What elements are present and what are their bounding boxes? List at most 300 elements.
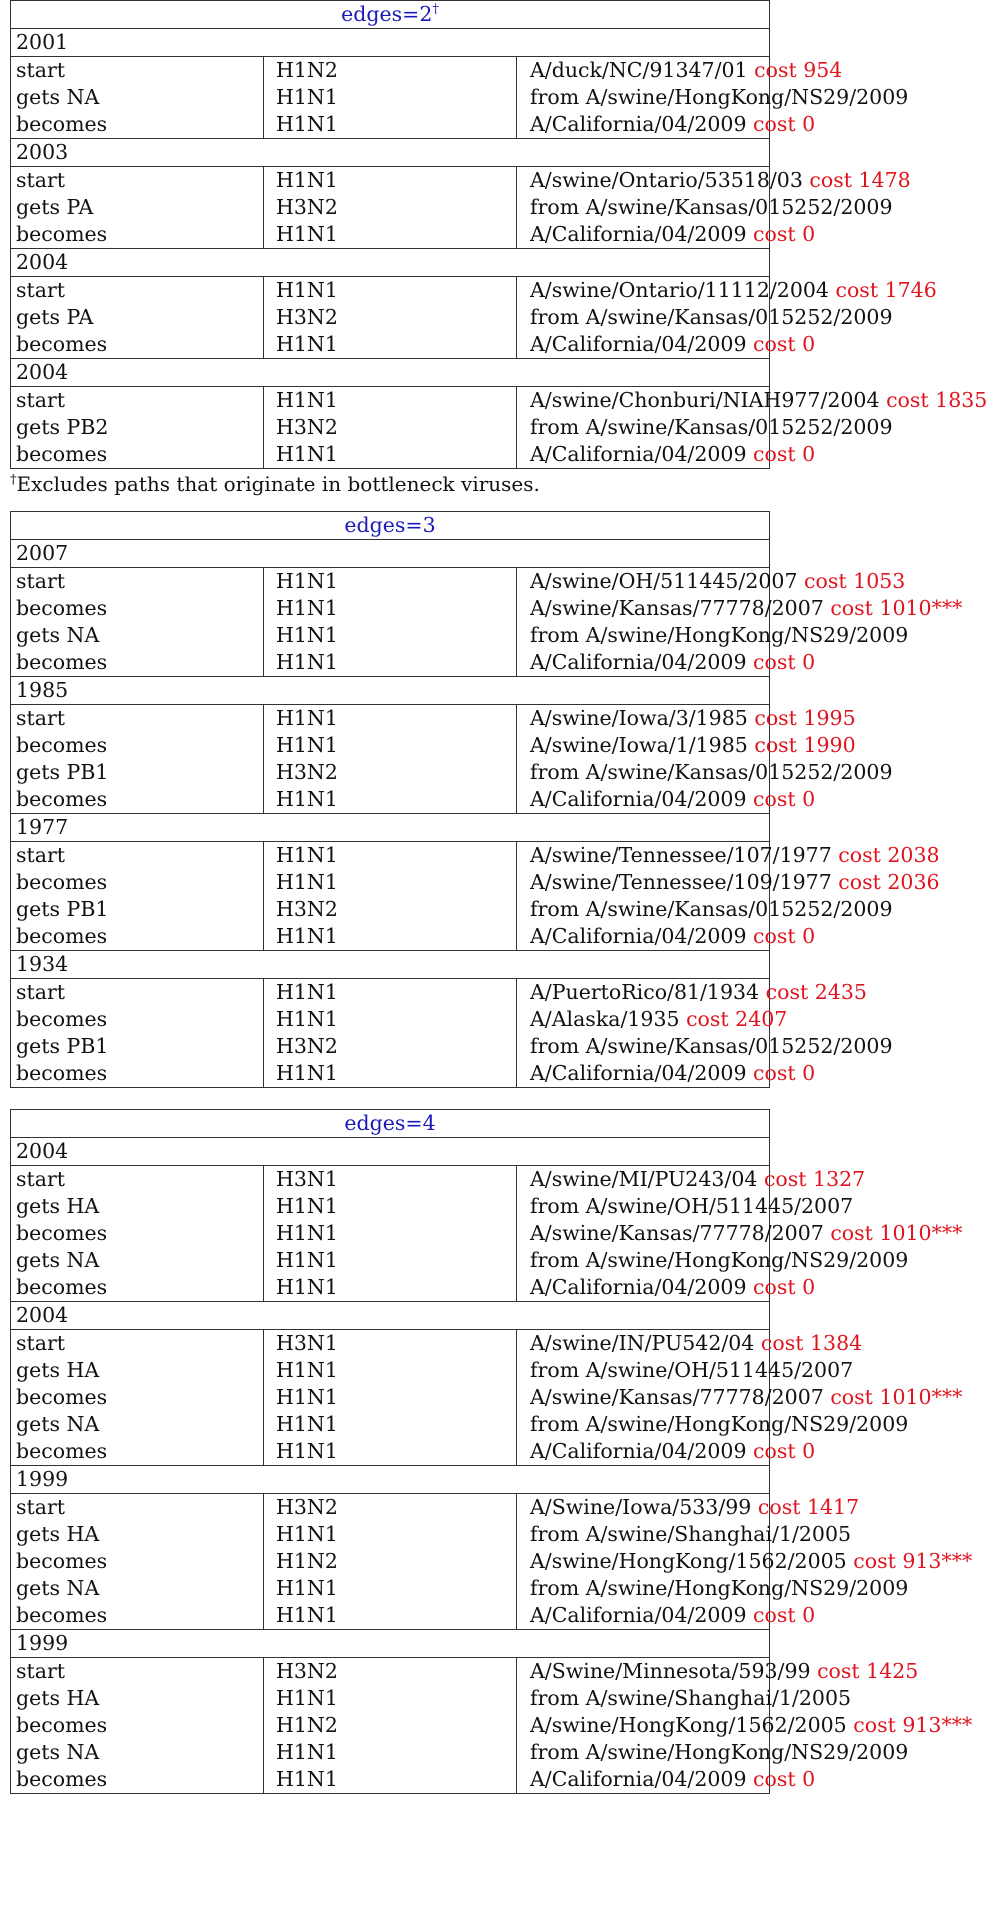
step-cell: becomes <box>11 441 264 469</box>
strain-cell <box>517 1494 860 1522</box>
table-row <box>11 1357 770 1384</box>
cost-value: cost 1990 <box>754 733 856 757</box>
strain-name: from A/swine/Kansas/015252/2009 <box>530 760 893 784</box>
step-cell: start <box>11 1494 264 1522</box>
strain-name: A/swine/Kansas/77778/2007 <box>530 596 824 620</box>
strain-name: A/Alaska/1935 <box>530 1007 680 1031</box>
strain-cell <box>517 1220 963 1247</box>
group-year: 2004 <box>11 1302 770 1330</box>
cost-value: cost 1053 <box>804 569 906 593</box>
strain-name: from A/swine/HongKong/NS29/2009 <box>530 1412 909 1436</box>
group-year: 2004 <box>11 359 770 387</box>
strain-cell <box>517 759 893 786</box>
subtype-cell: H1N1 <box>264 84 517 111</box>
step-cell: becomes <box>11 869 264 896</box>
subtype-cell: H1N2 <box>264 1548 517 1575</box>
step-cell: becomes <box>11 1274 264 1302</box>
table-row <box>11 649 770 677</box>
step-cell: gets PB1 <box>11 896 264 923</box>
step-cell: start <box>11 979 264 1007</box>
strain-cell <box>517 1712 973 1739</box>
strain-name: from A/swine/OH/511445/2007 <box>530 1194 854 1218</box>
step-cell: gets HA <box>11 1193 264 1220</box>
subtype-cell: H1N1 <box>264 1006 517 1033</box>
step-cell: gets NA <box>11 1411 264 1438</box>
strain-name: from A/swine/HongKong/NS29/2009 <box>530 1576 909 1600</box>
strain-cell <box>517 1193 854 1220</box>
cost-value: cost 0 <box>753 222 816 246</box>
strain-cell <box>517 595 963 622</box>
subtype-cell: H1N1 <box>264 869 517 896</box>
table-row <box>11 1438 770 1466</box>
step-cell: gets PA <box>11 304 264 331</box>
table-row <box>11 1521 770 1548</box>
strain-name: A/swine/HongKong/1562/2005 <box>530 1549 847 1573</box>
strain-name: A/swine/Kansas/77778/2007 <box>530 1221 824 1245</box>
group-year: 1999 <box>11 1466 770 1494</box>
subtype-cell: H1N1 <box>264 1193 517 1220</box>
cost-value: cost 954 <box>754 58 843 82</box>
table-row <box>11 414 770 441</box>
step-cell: becomes <box>11 221 264 249</box>
step-cell: becomes <box>11 595 264 622</box>
table-row <box>11 1384 770 1411</box>
strain-name: from A/swine/Kansas/015252/2009 <box>530 415 893 439</box>
strain-cell <box>517 111 816 139</box>
table-row <box>11 1602 770 1630</box>
table-title <box>11 1 770 29</box>
table-row <box>11 84 770 111</box>
subtype-cell: H3N2 <box>264 414 517 441</box>
step-cell: start <box>11 1658 264 1686</box>
subtype-cell: H3N2 <box>264 1033 517 1060</box>
strain-name: A/California/04/2009 <box>530 442 747 466</box>
table-row <box>11 1712 770 1739</box>
strain-name: A/swine/Kansas/77778/2007 <box>530 1385 824 1409</box>
strain-name: A/California/04/2009 <box>530 1275 747 1299</box>
strain-cell <box>517 1411 909 1438</box>
strain-cell <box>517 167 911 195</box>
strain-cell <box>517 896 893 923</box>
strain-cell <box>517 84 909 111</box>
step-cell: becomes <box>11 649 264 677</box>
subtype-cell: H3N1 <box>264 1166 517 1194</box>
table-row <box>11 732 770 759</box>
strain-name: A/swine/Iowa/3/1985 <box>530 706 748 730</box>
strain-name: A/swine/OH/511445/2007 <box>530 569 798 593</box>
subtype-cell: H3N1 <box>264 1330 517 1358</box>
subtype-cell: H1N1 <box>264 622 517 649</box>
step-cell: gets NA <box>11 622 264 649</box>
strain-cell <box>517 1033 893 1060</box>
strain-name: from A/swine/Kansas/015252/2009 <box>530 305 893 329</box>
cost-value: cost 2407 <box>686 1007 788 1031</box>
step-cell: start <box>11 842 264 870</box>
strain-cell <box>517 221 816 249</box>
year-row <box>11 29 770 57</box>
subtype-cell: H3N2 <box>264 759 517 786</box>
strain-name: from A/swine/Shanghai/1/2005 <box>530 1686 852 1710</box>
table-row <box>11 1060 770 1088</box>
table-row <box>11 304 770 331</box>
subtype-cell: H1N1 <box>264 167 517 195</box>
strain-cell <box>517 414 893 441</box>
cost-value: cost 1010*** <box>830 1221 963 1245</box>
document <box>10 0 987 1794</box>
step-cell: gets NA <box>11 1575 264 1602</box>
table-row <box>11 111 770 139</box>
subtype-cell: H1N1 <box>264 568 517 596</box>
cost-value: cost 1327 <box>763 1167 866 1191</box>
strain-name: A/swine/Iowa/1/1985 <box>530 733 748 757</box>
table-row <box>11 167 770 195</box>
strain-name: from A/swine/HongKong/NS29/2009 <box>530 85 909 109</box>
strain-name: A/California/04/2009 <box>530 650 747 674</box>
cost-value: cost 1384 <box>760 1331 863 1355</box>
step-cell: gets PA <box>11 194 264 221</box>
table-title-text: edges=4 <box>344 1111 436 1135</box>
strain-name: A/California/04/2009 <box>530 787 747 811</box>
step-cell: start <box>11 277 264 305</box>
strain-name: A/California/04/2009 <box>530 332 747 356</box>
table-row <box>11 221 770 249</box>
strain-name: from A/swine/HongKong/NS29/2009 <box>530 1740 909 1764</box>
cost-value: cost 0 <box>753 1603 816 1627</box>
strain-cell <box>517 568 906 596</box>
strain-cell <box>517 1060 816 1088</box>
subtype-cell: H1N1 <box>264 1247 517 1274</box>
table-row <box>11 786 770 814</box>
strain-cell <box>517 1548 973 1575</box>
strain-name: A/PuertoRico/81/1934 <box>530 980 760 1004</box>
subtype-cell: H1N1 <box>264 331 517 359</box>
subtype-cell: H1N1 <box>264 1220 517 1247</box>
strain-cell <box>517 194 893 221</box>
step-cell: becomes <box>11 1060 264 1088</box>
strain-name: from A/swine/Kansas/015252/2009 <box>530 195 893 219</box>
step-cell: becomes <box>11 786 264 814</box>
cost-value: cost 0 <box>753 1061 816 1085</box>
step-cell: start <box>11 57 264 85</box>
strain-name: A/Swine/Iowa/533/99 <box>530 1495 752 1519</box>
step-cell: gets HA <box>11 1357 264 1384</box>
subtype-cell: H3N2 <box>264 1658 517 1686</box>
step-cell: gets PB1 <box>11 759 264 786</box>
strain-cell <box>517 57 843 85</box>
strain-name: A/swine/Tennessee/109/1977 <box>530 870 832 894</box>
cost-value: cost 0 <box>753 332 816 356</box>
subtype-cell: H1N1 <box>264 923 517 951</box>
step-cell: becomes <box>11 1602 264 1630</box>
strain-name: from A/swine/HongKong/NS29/2009 <box>530 1248 909 1272</box>
cost-value: cost 0 <box>753 112 816 136</box>
strain-cell <box>517 331 816 359</box>
footnote <box>10 471 770 503</box>
table-row <box>11 1033 770 1060</box>
subtype-cell: H3N2 <box>264 194 517 221</box>
step-cell: gets NA <box>11 1247 264 1274</box>
subtype-cell: H1N2 <box>264 57 517 85</box>
cost-value: cost 1010*** <box>830 596 963 620</box>
strain-name: A/swine/Ontario/11112/2004 <box>530 278 829 302</box>
table-row <box>11 331 770 359</box>
step-cell: becomes <box>11 1006 264 1033</box>
group-year: 2003 <box>11 139 770 167</box>
table-row <box>11 1494 770 1522</box>
subtype-cell: H1N1 <box>264 277 517 305</box>
strain-cell <box>517 869 940 896</box>
strain-name: from A/swine/OH/511445/2007 <box>530 1358 854 1382</box>
strain-name: A/swine/Chonburi/NIAH977/2004 <box>530 388 880 412</box>
step-cell: gets NA <box>11 84 264 111</box>
table-row <box>11 759 770 786</box>
strain-cell <box>517 1766 816 1794</box>
subtype-cell: H1N1 <box>264 842 517 870</box>
subtype-cell: H1N2 <box>264 1712 517 1739</box>
step-cell: becomes <box>11 732 264 759</box>
subtype-cell: H1N1 <box>264 1384 517 1411</box>
group-year: 1977 <box>11 814 770 842</box>
strain-cell <box>517 1438 816 1466</box>
path-table <box>10 511 963 1088</box>
table-row <box>11 441 770 469</box>
table-title-text: edges=2 <box>341 2 433 26</box>
strain-cell <box>517 277 937 305</box>
cost-value: cost 1425 <box>817 1659 919 1683</box>
path-table <box>10 0 987 469</box>
table-row <box>11 923 770 951</box>
subtype-cell: H1N1 <box>264 111 517 139</box>
step-cell: becomes <box>11 331 264 359</box>
strain-cell <box>517 1685 852 1712</box>
table-row <box>11 622 770 649</box>
cost-value: cost 2036 <box>838 870 940 894</box>
year-row <box>11 814 770 842</box>
cost-value: cost 0 <box>753 1767 816 1791</box>
subtype-cell: H1N1 <box>264 705 517 733</box>
strain-cell <box>517 1658 919 1686</box>
strain-name: A/swine/HongKong/1562/2005 <box>530 1713 847 1737</box>
strain-cell <box>517 1602 816 1630</box>
table-row <box>11 1166 770 1194</box>
step-cell: becomes <box>11 1384 264 1411</box>
year-row <box>11 1138 770 1166</box>
group-year: 2004 <box>11 249 770 277</box>
dagger-mark: † <box>432 2 439 18</box>
step-cell: start <box>11 568 264 596</box>
table-row <box>11 979 770 1007</box>
group-year: 1934 <box>11 951 770 979</box>
strain-cell <box>517 622 909 649</box>
subtype-cell: H1N1 <box>264 1575 517 1602</box>
table-row <box>11 595 770 622</box>
cost-value: cost 1417 <box>757 1495 860 1519</box>
strain-name: A/swine/MI/PU243/04 <box>530 1167 758 1191</box>
cost-value: cost 913*** <box>853 1713 973 1737</box>
strain-cell <box>517 842 940 870</box>
strain-name: from A/swine/Kansas/015252/2009 <box>530 1034 893 1058</box>
strain-cell <box>517 1357 854 1384</box>
strain-name: A/California/04/2009 <box>530 1767 747 1791</box>
table-row <box>11 1247 770 1274</box>
cost-value: cost 0 <box>753 924 816 948</box>
subtype-cell: H1N1 <box>264 1766 517 1794</box>
strain-cell <box>517 387 987 415</box>
year-row <box>11 951 770 979</box>
year-row <box>11 677 770 705</box>
cost-value: cost 1746 <box>835 278 937 302</box>
table-title <box>11 1110 770 1138</box>
subtype-cell: H1N1 <box>264 441 517 469</box>
strain-name: from A/swine/Shanghai/1/2005 <box>530 1522 852 1546</box>
table-row <box>11 869 770 896</box>
cost-value: cost 1835 <box>886 388 987 412</box>
step-cell: becomes <box>11 923 264 951</box>
cost-value: cost 0 <box>753 787 816 811</box>
table-row <box>11 1739 770 1766</box>
step-cell: gets NA <box>11 1739 264 1766</box>
cost-value: cost 1010*** <box>830 1385 963 1409</box>
table-row <box>11 705 770 733</box>
step-cell: gets HA <box>11 1521 264 1548</box>
group-year: 2001 <box>11 29 770 57</box>
subtype-cell: H1N1 <box>264 1438 517 1466</box>
cost-value: cost 0 <box>753 1439 816 1463</box>
step-cell: becomes <box>11 1766 264 1794</box>
strain-cell <box>517 1006 788 1033</box>
step-cell: gets PB2 <box>11 414 264 441</box>
table-title-text: edges=3 <box>344 513 436 537</box>
cost-value: cost 0 <box>753 442 816 466</box>
strain-name: A/swine/Ontario/53518/03 <box>530 168 803 192</box>
table-row <box>11 387 770 415</box>
strain-name: A/swine/IN/PU542/04 <box>530 1331 755 1355</box>
step-cell: start <box>11 1330 264 1358</box>
cost-value: cost 1995 <box>754 706 856 730</box>
cost-value: cost 0 <box>753 650 816 674</box>
subtype-cell: H1N1 <box>264 732 517 759</box>
table-row <box>11 896 770 923</box>
step-cell: gets PB1 <box>11 1033 264 1060</box>
group-year: 1999 <box>11 1630 770 1658</box>
table-row <box>11 1330 770 1358</box>
year-row <box>11 1630 770 1658</box>
year-row <box>11 1302 770 1330</box>
cost-value: cost 2435 <box>765 980 867 1004</box>
table-title <box>11 512 770 540</box>
subtype-cell: H1N1 <box>264 1357 517 1384</box>
strain-name: from A/swine/Kansas/015252/2009 <box>530 897 893 921</box>
strain-cell <box>517 1330 863 1358</box>
strain-cell <box>517 441 816 469</box>
cost-value: cost 913*** <box>853 1549 973 1573</box>
group-year: 2004 <box>11 1138 770 1166</box>
table-row <box>11 1274 770 1302</box>
step-cell: gets HA <box>11 1685 264 1712</box>
strain-cell <box>517 1274 816 1302</box>
group-year: 1985 <box>11 677 770 705</box>
dagger-mark: † <box>10 472 17 488</box>
table-row <box>11 1658 770 1686</box>
table-row <box>11 1193 770 1220</box>
table-row <box>11 1006 770 1033</box>
step-cell: start <box>11 167 264 195</box>
table-row <box>11 1411 770 1438</box>
strain-cell <box>517 1166 866 1194</box>
step-cell: becomes <box>11 1548 264 1575</box>
step-cell: becomes <box>11 111 264 139</box>
step-cell: becomes <box>11 1712 264 1739</box>
table-row <box>11 277 770 305</box>
cost-value: cost 1478 <box>809 168 911 192</box>
strain-name: A/California/04/2009 <box>530 1439 747 1463</box>
strain-cell <box>517 649 816 677</box>
strain-cell <box>517 786 816 814</box>
strain-name: A/California/04/2009 <box>530 222 747 246</box>
table-row <box>11 1220 770 1247</box>
table-row <box>11 57 770 85</box>
strain-name: A/California/04/2009 <box>530 112 747 136</box>
table-row <box>11 1575 770 1602</box>
strain-name: A/Swine/Minnesota/593/99 <box>530 1659 811 1683</box>
strain-cell <box>517 1521 852 1548</box>
table-row <box>11 1766 770 1794</box>
year-row <box>11 249 770 277</box>
strain-cell <box>517 1384 963 1411</box>
step-cell: start <box>11 1166 264 1194</box>
table-row <box>11 842 770 870</box>
subtype-cell: H1N1 <box>264 1411 517 1438</box>
year-row <box>11 540 770 568</box>
year-row <box>11 359 770 387</box>
subtype-cell: H1N1 <box>264 979 517 1007</box>
strain-cell <box>517 1247 909 1274</box>
subtype-cell: H1N1 <box>264 1274 517 1302</box>
subtype-cell: H1N1 <box>264 649 517 677</box>
step-cell: becomes <box>11 1438 264 1466</box>
footnote-text: Excludes paths that originate in bottleneck viruses. <box>16 472 540 496</box>
subtype-cell: H1N1 <box>264 1521 517 1548</box>
subtype-cell: H3N2 <box>264 304 517 331</box>
table-row <box>11 568 770 596</box>
subtype-cell: H1N1 <box>264 1602 517 1630</box>
step-cell: start <box>11 705 264 733</box>
group-year: 2007 <box>11 540 770 568</box>
strain-cell <box>517 979 867 1007</box>
strain-cell <box>517 705 856 733</box>
table-gap <box>10 1088 770 1109</box>
strain-name: A/swine/Tennessee/107/1977 <box>530 843 832 867</box>
table-row <box>11 1685 770 1712</box>
subtype-cell: H1N1 <box>264 595 517 622</box>
subtype-cell: H1N1 <box>264 786 517 814</box>
table-row <box>11 194 770 221</box>
subtype-cell: H1N1 <box>264 1685 517 1712</box>
subtype-cell: H1N1 <box>264 1060 517 1088</box>
strain-name: A/California/04/2009 <box>530 924 747 948</box>
strain-name: A/duck/NC/91347/01 <box>530 58 748 82</box>
subtype-cell: H1N1 <box>264 221 517 249</box>
strain-name: A/California/04/2009 <box>530 1061 747 1085</box>
strain-cell <box>517 923 816 951</box>
step-cell: start <box>11 387 264 415</box>
strain-name: A/California/04/2009 <box>530 1603 747 1627</box>
table-row <box>11 1548 770 1575</box>
strain-cell <box>517 304 893 331</box>
year-row <box>11 1466 770 1494</box>
step-cell: becomes <box>11 1220 264 1247</box>
path-table <box>10 1109 973 1794</box>
